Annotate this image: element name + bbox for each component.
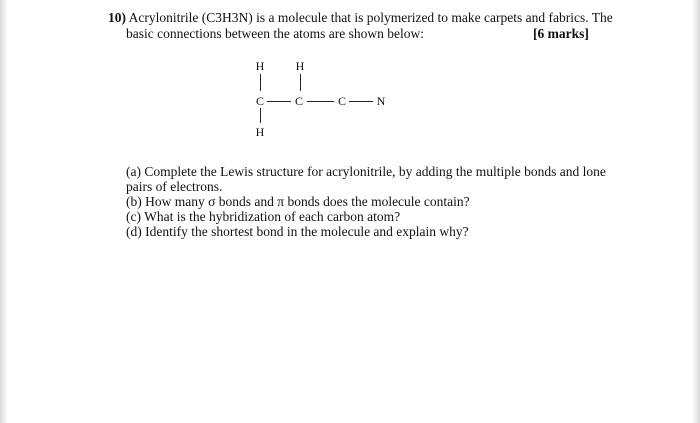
bond-c-c-right [307, 101, 334, 102]
question-line-1 [108, 10, 613, 26]
page-right-shadow [692, 0, 700, 423]
question-parts [126, 164, 626, 239]
atom-nitrogen: N [376, 94, 386, 108]
question-text-2: basic connections between the atoms are shown below: [126, 26, 425, 41]
bond-h-c-middle [300, 74, 301, 91]
part-b: (b) How many σ bonds and π bonds does the molecule contain? [126, 194, 470, 209]
atom-carbon-middle: C [294, 94, 303, 108]
page-left-shadow [0, 0, 8, 423]
part-a-line-2: pairs of electrons. [126, 179, 223, 194]
atom-hydrogen-bottom: H [255, 125, 265, 139]
bond-c-n [349, 101, 373, 102]
bond-c-h-left-bottom [260, 108, 261, 123]
question-number: 10) [108, 10, 126, 25]
atom-carbon-left: C [255, 94, 264, 108]
atom-hydrogen-top-middle: H [295, 59, 305, 73]
part-a-line-1: (a) Complete the Lewis structure for acrylonitrile, by adding the multiple bonds and lone [126, 164, 606, 179]
marks-label: [6 marks] [533, 26, 589, 41]
part-d: (d) Identify the shortest bond in the molecule and explain why? [126, 224, 469, 239]
question-text-1: Acrylonitrile (C3H3N) is a molecule that is polymerized to make carpets and fabrics. The [128, 10, 613, 25]
atom-hydrogen-top-left: H [255, 59, 265, 73]
bond-h-c-left-top [260, 74, 261, 91]
atom-carbon-right: C [337, 94, 346, 108]
bond-c-c-left [267, 101, 291, 102]
part-c: (c) What is the hybridization of each carbon atom? [126, 209, 401, 224]
